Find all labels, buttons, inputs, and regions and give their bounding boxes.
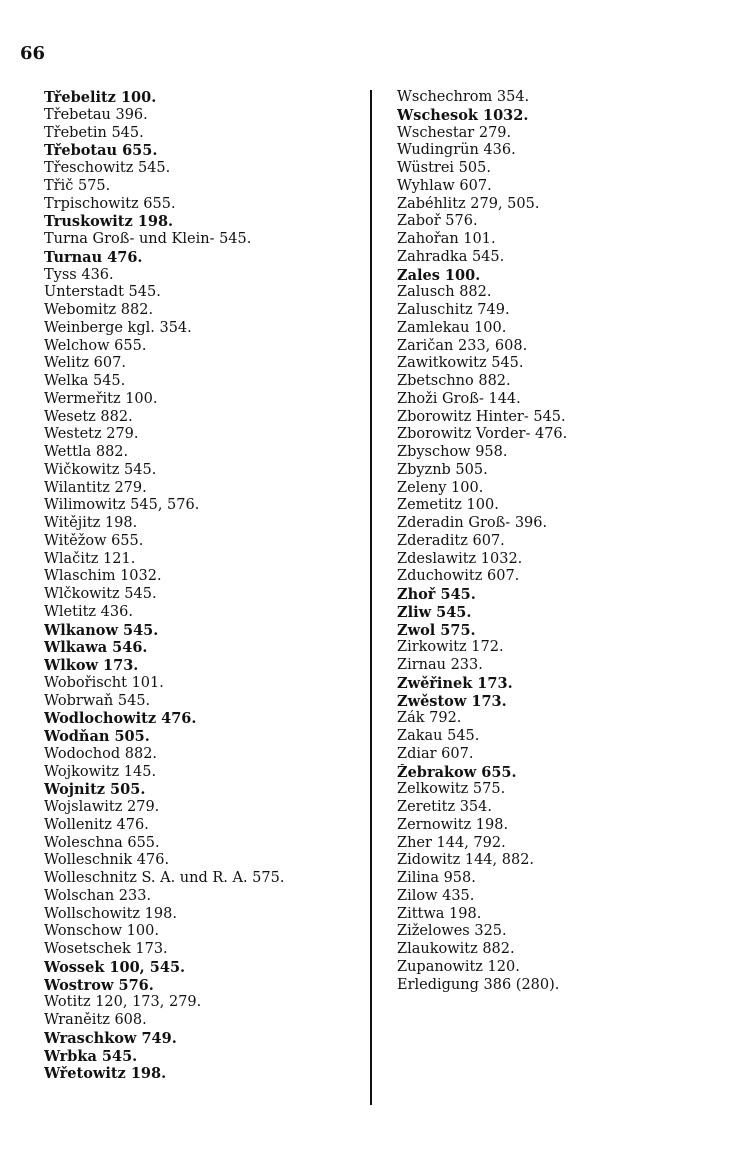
index-entry: Wobrwaň 545.: [44, 692, 151, 709]
index-entry: Zalusch 882.: [397, 284, 492, 301]
index-entry: Wičkowitz 545.: [44, 461, 157, 478]
index-entry: Žernowitz 198.: [397, 816, 509, 833]
index-entry: Žlaukowitz 882.: [397, 941, 515, 957]
index-entry: Třebetin 545.: [44, 124, 144, 141]
index-entry: Wettla 882.: [44, 444, 129, 460]
index-entry: Wotitz 120, 173, 279.: [44, 994, 202, 1011]
index-entry: Wudingrün 436.: [397, 142, 516, 159]
index-entry: Zdeslawitz 1032.: [397, 550, 523, 567]
index-entry: Žiželowes 325.: [397, 923, 507, 940]
index-entry: Wraněitz 608.: [44, 1012, 147, 1028]
index-entry: Wlkow 173.: [44, 657, 139, 674]
index-column-right: [397, 89, 737, 994]
index-entry: Třebelitz 100.: [44, 89, 157, 106]
index-entry: Wesetz 882.: [44, 408, 133, 425]
index-entry: Wlaschim 1032.: [44, 568, 162, 585]
index-entry: Želkowitz 575.: [397, 781, 506, 798]
index-entry: Zahořan 101.: [397, 231, 496, 247]
index-entry: Ždiar 607.: [397, 745, 474, 762]
index-entry: Zhoř 545.: [397, 586, 476, 603]
index-entry: Zawitkowitz 545.: [397, 355, 524, 372]
index-entry: Wlkanow 545.: [44, 621, 159, 639]
index-entry: Wojkowitz 145.: [44, 763, 157, 780]
index-entry: Wschestar 279.: [397, 124, 512, 141]
index-entry: Žakau 545.: [397, 728, 480, 744]
index-entry: Wlačitz 121.: [44, 550, 136, 567]
index-entry: Welitz 607.: [44, 355, 126, 372]
index-entry: Zamlekau 100.: [397, 319, 507, 336]
index-entry: Žilow 435.: [397, 887, 475, 904]
index-entry: Županowitz 120.: [397, 958, 520, 975]
index-entry: Zabéhlitz 279, 505.: [397, 195, 540, 212]
index-entry: Trpischowitz 655.: [44, 195, 176, 212]
index-entry: Wrbka 545.: [44, 1047, 138, 1065]
index-entry: Woleschna 655.: [44, 834, 160, 851]
index-entry: Zidowitz 144, 882.: [397, 852, 535, 869]
index-entry: Wschechrom 354.: [397, 89, 530, 105]
index-entry: Wermeřitz 100.: [44, 390, 158, 407]
index-entry: Truskowitz 198.: [44, 213, 174, 231]
index-entry: Zemetitz 100.: [397, 497, 499, 514]
index-entry: Žebrakow 655.: [397, 763, 517, 781]
index-entry: Třič 575.: [44, 177, 111, 194]
index-entry: Zaričan 233, 608.: [397, 337, 528, 354]
index-entry: Wobořischt 101.: [44, 674, 164, 691]
index-entry: Třebotau 655.: [44, 142, 158, 160]
index-entry: Wschesok 1032.: [397, 106, 529, 124]
index-entry: Zbyznb 505.: [397, 461, 488, 478]
index-entry: Turnau 476.: [44, 248, 143, 266]
index-entry: Weinberge kgl. 354.: [44, 319, 192, 336]
index-entry: Zbetschno 882.: [397, 373, 511, 389]
index-entry: Žittwa 198.: [397, 905, 482, 922]
index-entry: Wilantitz 279.: [44, 479, 147, 496]
index-entry: Unterstadt 545.: [44, 284, 161, 301]
index-entry: Zaluschitz 749.: [397, 302, 510, 318]
index-entry: Zirnau 233.: [397, 657, 483, 673]
page-number: 66: [20, 43, 46, 64]
index-entry: Zbyschow 958.: [397, 444, 508, 460]
index-entry: Zliw 545.: [397, 603, 472, 621]
index-entry: Turna Groß- und Klein- 545.: [44, 231, 252, 247]
index-entry: Zduchowitz 607.: [397, 568, 520, 585]
index-entry: Wlkawa 546.: [44, 639, 148, 657]
index-entry: Wodlochowitz 476.: [44, 710, 197, 728]
column-divider: [370, 90, 372, 1105]
index-entry: Wüstrei 505.: [397, 160, 491, 176]
index-entry: Žák 792.: [397, 710, 462, 727]
index-entry: Webomitz 882.: [44, 302, 154, 318]
index-entry: Wlčkowitz 545.: [44, 586, 157, 602]
index-entry: Wostrow 576.: [44, 976, 154, 994]
index-entry: Wonschow 100.: [44, 923, 159, 940]
index-entry: Wřetowitz 198.: [44, 1065, 167, 1083]
index-entry: Wossek 100, 545.: [44, 958, 186, 976]
index-entry: Wolleschnik 476.: [44, 852, 170, 869]
index-entry: Wollschowitz 198.: [44, 905, 177, 922]
index-entry: Wodňan 505.: [44, 728, 150, 745]
index-column-left: [44, 89, 362, 1083]
index-entry: Zales 100.: [397, 266, 481, 284]
index-entry: Třebetau 396.: [44, 106, 148, 123]
index-entry: Wilimowitz 545, 576.: [44, 497, 200, 514]
index-entry: Zahradka 545.: [397, 248, 505, 265]
index-entry: Wletitz 436.: [44, 603, 133, 620]
index-entry: Wolschan 233.: [44, 887, 152, 904]
index-entry: Wodochod 882.: [44, 745, 158, 762]
index-entry: Wyhlaw 607.: [397, 177, 492, 194]
index-entry: Welchow 655.: [44, 337, 147, 354]
index-entry: Zderadin Groß- 396.: [397, 515, 548, 531]
index-entry: Wollenitz 476.: [44, 816, 149, 833]
index-entry: Wosetschek 173.: [44, 941, 168, 957]
index-entry: Wolleschnitz S. A. und R. A. 575.: [44, 870, 285, 886]
index-entry: Wraschkow 749.: [44, 1029, 177, 1047]
index-entry: Zirkowitz 172.: [397, 639, 504, 656]
index-entry: Zaboř 576.: [397, 213, 478, 230]
index-entry: Zeleny 100.: [397, 479, 484, 496]
index-entry: Zwěstow 173.: [397, 692, 507, 710]
index-entry: Westetz 279.: [44, 426, 139, 443]
index-entry: Tyss 436.: [44, 266, 114, 283]
index-entry: Zwol 575.: [397, 621, 476, 639]
index-entry: Zwěřinek 173.: [397, 674, 513, 692]
index-entry: Zborowitz Vorder- 476.: [397, 426, 568, 443]
index-entry: Žeretitz 354.: [397, 799, 492, 815]
index-entry: Žher 144, 792.: [397, 834, 506, 851]
index-entry: Zhoži Groß- 144.: [397, 390, 521, 407]
index-entry: Zborowitz Hinter- 545.: [397, 408, 566, 425]
index-entry: Witějitz 198.: [44, 515, 138, 531]
index-entry: Erledigung 386 (280).: [397, 976, 560, 993]
index-entry: Witěžow 655.: [44, 532, 144, 549]
index-entry: Žilina 958.: [397, 870, 476, 886]
index-entry: Wojslawitz 279.: [44, 799, 160, 815]
index-entry: Zderaditz 607.: [397, 532, 505, 549]
index-entry: Welka 545.: [44, 373, 126, 389]
index-entry: Třeschowitz 545.: [44, 160, 171, 176]
index-entry: Wojnitz 505.: [44, 781, 146, 799]
